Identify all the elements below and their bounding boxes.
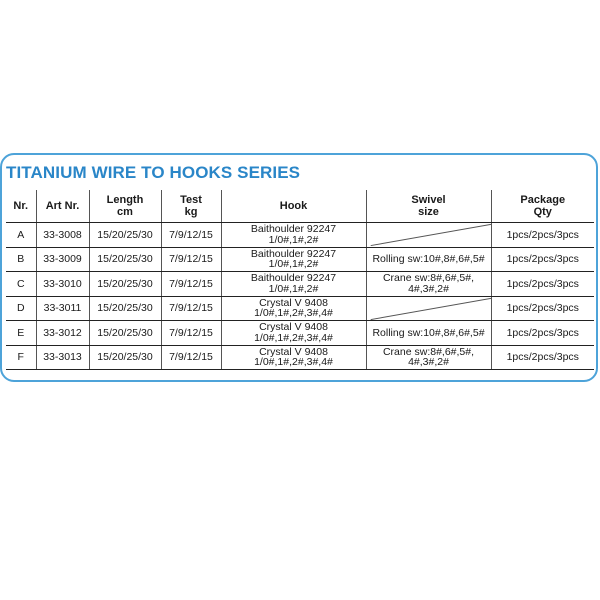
cell-test: 7/9/12/15 bbox=[161, 223, 221, 248]
slash-line bbox=[370, 298, 490, 319]
cell-length: 15/20/25/30 bbox=[89, 296, 161, 321]
cell-test: 7/9/12/15 bbox=[161, 272, 221, 297]
cell-art-nr: 33-3012 bbox=[36, 321, 89, 346]
cell-art-nr: 33-3011 bbox=[36, 296, 89, 321]
cell-hook-line: 1/0#,1#,2#,3#,4# bbox=[254, 331, 333, 344]
table-row bbox=[6, 223, 594, 248]
cell-package: 1pcs/2pcs/3pcs bbox=[491, 321, 594, 346]
cell-swivel bbox=[366, 247, 491, 272]
cell-swivel-line: 4#,3#,2# bbox=[408, 282, 449, 295]
cell-package: 1pcs/2pcs/3pcs bbox=[491, 247, 594, 272]
cell-nr: D bbox=[6, 296, 36, 321]
cell-hook bbox=[221, 247, 366, 272]
cell-swivel-line: Rolling sw:10#,8#,6#,5# bbox=[372, 326, 485, 339]
cell-nr: C bbox=[6, 272, 36, 297]
col-header-test-line2: kg bbox=[184, 206, 198, 218]
cell-package: 1pcs/2pcs/3pcs bbox=[491, 345, 594, 370]
cell-swivel bbox=[366, 296, 491, 321]
cell-hook-line: 1/0#,1#,2# bbox=[268, 233, 319, 246]
cell-nr: A bbox=[6, 223, 36, 248]
slash-line bbox=[370, 224, 490, 245]
col-header-hook: Hook bbox=[221, 190, 366, 223]
cell-test: 7/9/12/15 bbox=[161, 247, 221, 272]
table-row bbox=[6, 321, 594, 346]
col-header-nr: Nr. bbox=[6, 190, 36, 223]
cell-swivel bbox=[366, 223, 491, 248]
table-row bbox=[6, 296, 594, 321]
cell-hook bbox=[221, 321, 366, 346]
cell-art-nr: 33-3008 bbox=[36, 223, 89, 248]
col-header-length bbox=[89, 190, 161, 223]
cell-swivel bbox=[366, 345, 491, 370]
cell-swivel-line: Rolling sw:10#,8#,6#,5# bbox=[372, 253, 485, 265]
cell-test: 7/9/12/15 bbox=[161, 321, 221, 346]
col-header-length-line1: Length bbox=[106, 194, 144, 206]
cell-hook-line: Crystal V 9408 bbox=[259, 296, 328, 309]
cell-hook-line: Crystal V 9408 bbox=[259, 345, 328, 358]
cell-package: 1pcs/2pcs/3pcs bbox=[491, 296, 594, 321]
col-header-swivel-line2: size bbox=[418, 206, 439, 218]
empty-cell-slash bbox=[367, 223, 491, 247]
empty-cell-slash bbox=[367, 297, 491, 321]
page-title: TITANIUM WIRE TO HOOKS SERIES bbox=[6, 163, 301, 182]
cell-hook-line: Baithoulder 92247 bbox=[250, 272, 337, 285]
cell-test: 7/9/12/15 bbox=[161, 345, 221, 370]
cell-length: 15/20/25/30 bbox=[89, 321, 161, 346]
header-row bbox=[6, 190, 594, 223]
cell-nr: F bbox=[6, 345, 36, 370]
col-header-length-line2: cm bbox=[117, 206, 133, 218]
cell-hook bbox=[221, 345, 366, 370]
cell-test: 7/9/12/15 bbox=[161, 296, 221, 321]
cell-art-nr: 33-3013 bbox=[36, 345, 89, 370]
cell-swivel-line: Crane sw:8#,6#,5#, bbox=[382, 272, 475, 285]
cell-package: 1pcs/2pcs/3pcs bbox=[491, 223, 594, 248]
cell-length: 15/20/25/30 bbox=[89, 345, 161, 370]
col-header-art-nr: Art Nr. bbox=[36, 190, 89, 223]
cell-nr: B bbox=[6, 247, 36, 272]
col-header-swivel-line1: Swivel bbox=[411, 194, 446, 206]
cell-hook-line: Baithoulder 92247 bbox=[250, 223, 337, 236]
cell-swivel-line: 4#,3#,2# bbox=[408, 356, 449, 369]
cell-length: 15/20/25/30 bbox=[89, 223, 161, 248]
cell-hook bbox=[221, 272, 366, 297]
cell-swivel bbox=[366, 272, 491, 297]
col-header-package-line1: Package bbox=[520, 194, 566, 206]
cell-nr: E bbox=[6, 321, 36, 346]
cell-hook bbox=[221, 223, 366, 248]
cell-hook-line: 1/0#,1#,2#,3#,4# bbox=[254, 307, 333, 320]
col-header-package bbox=[491, 190, 594, 223]
cell-length: 15/20/25/30 bbox=[89, 247, 161, 272]
col-header-test-line1: Test bbox=[180, 194, 202, 206]
cell-length: 15/20/25/30 bbox=[89, 272, 161, 297]
cell-swivel bbox=[366, 321, 491, 346]
table-row bbox=[6, 247, 594, 272]
spec-table bbox=[6, 190, 594, 370]
cell-hook-line: Baithoulder 92247 bbox=[250, 247, 337, 260]
spec-table-body bbox=[6, 223, 594, 370]
col-header-package-line2: Qty bbox=[533, 206, 552, 218]
col-header-swivel bbox=[366, 190, 491, 223]
cell-art-nr: 33-3010 bbox=[36, 272, 89, 297]
table-row bbox=[6, 345, 594, 370]
cell-hook-line: 1/0#,1#,2# bbox=[268, 258, 319, 271]
cell-hook bbox=[221, 296, 366, 321]
cell-hook-line: 1/0#,1#,2# bbox=[268, 282, 319, 295]
cell-package: 1pcs/2pcs/3pcs bbox=[491, 272, 594, 297]
cell-art-nr: 33-3009 bbox=[36, 247, 89, 272]
cell-swivel-line: Crane sw:8#,6#,5#, bbox=[382, 345, 475, 358]
table-row bbox=[6, 272, 594, 297]
cell-hook-line: Crystal V 9408 bbox=[259, 321, 328, 334]
col-header-test bbox=[161, 190, 221, 223]
cell-hook-line: 1/0#,1#,2#,3#,4# bbox=[254, 356, 333, 369]
